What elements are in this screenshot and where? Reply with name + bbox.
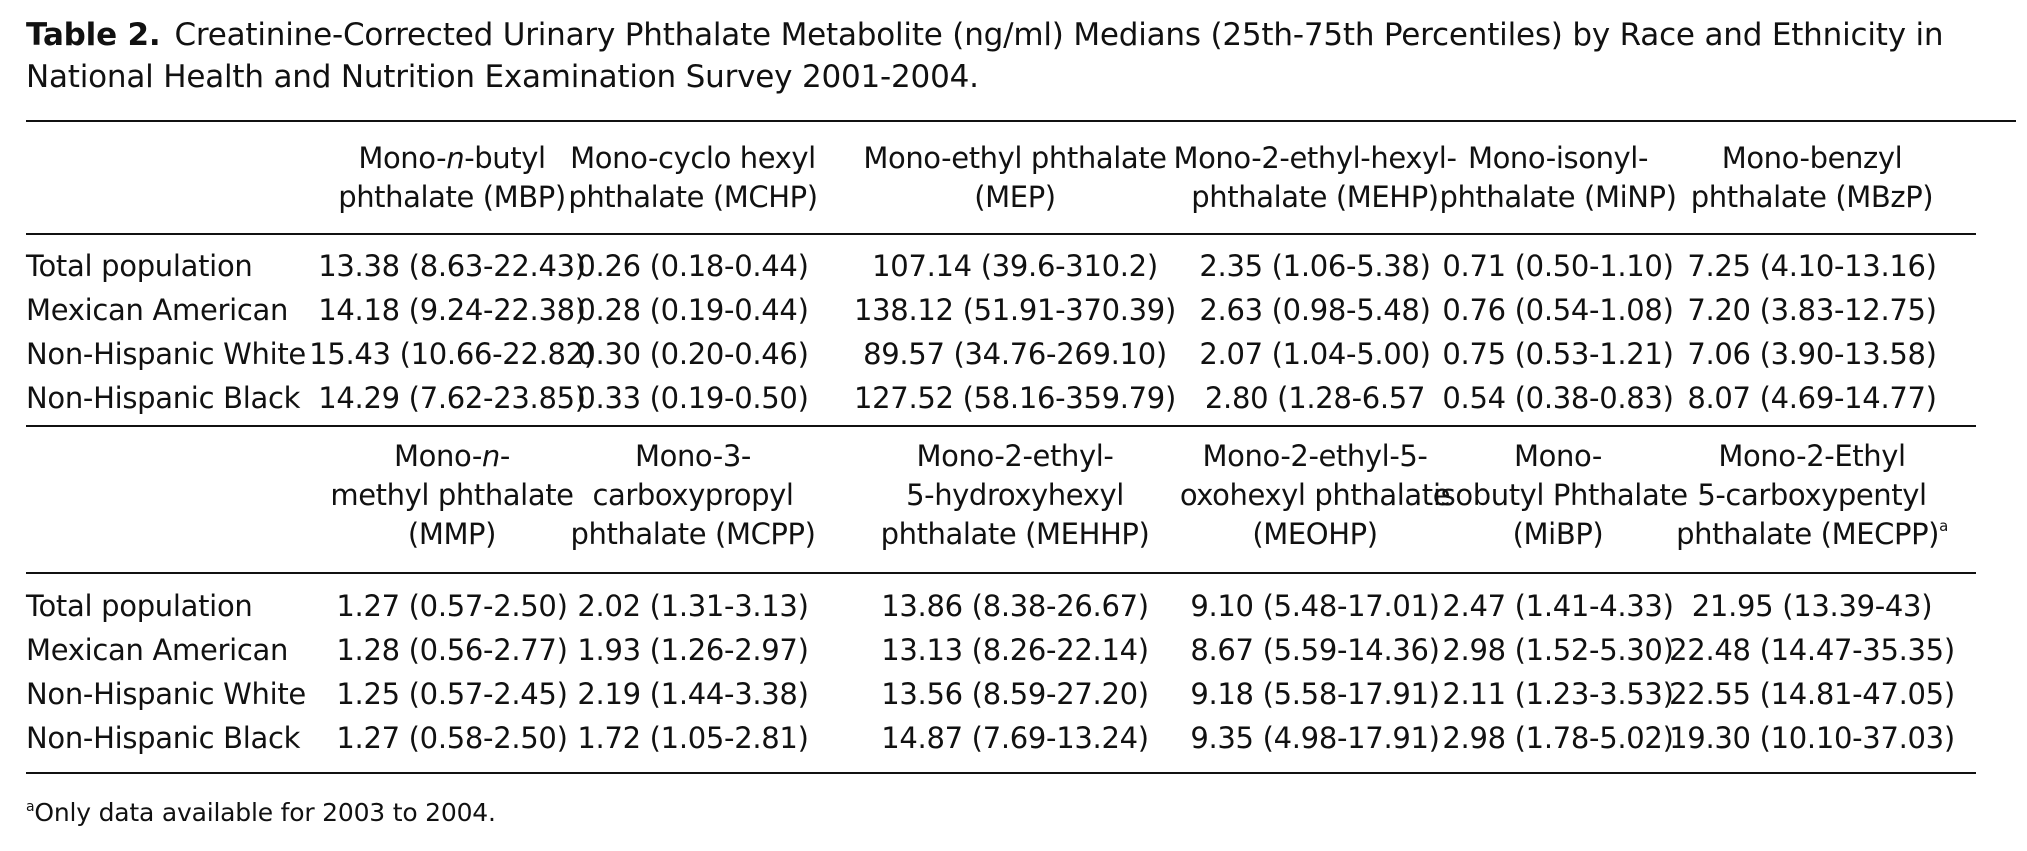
column-header-line: Mono-n-butyl (358, 141, 546, 175)
table-cell: 8.07 (4.69-14.77) (1687, 381, 1937, 415)
column-header-line: (MEOHP) (1252, 517, 1378, 551)
table-row (0, 244, 2027, 288)
column-header-4 (1165, 437, 1465, 554)
column-header-6 (1667, 139, 1957, 217)
column-header-6 (1667, 437, 1957, 554)
column-header-line: Mono-cyclo hexyl (570, 141, 816, 175)
column-header-line: phthalate (MEHHP) (880, 517, 1150, 551)
column-header-1 (302, 437, 602, 554)
panel1-header-rule (26, 233, 1976, 235)
table-cell: 0.54 (0.38-0.83) (1442, 381, 1674, 415)
table-cell: 14.18 (9.24-22.38) (318, 293, 586, 327)
bottom-rule (26, 772, 1976, 774)
column-header-line: Mono-2-ethyl-5- (1202, 439, 1428, 473)
header-footnote-mark: a (1939, 517, 1948, 535)
column-header-line: 5-carboxypentyl (1697, 478, 1927, 512)
table-row (0, 584, 2027, 628)
table-cell: 13.38 (8.63-22.43) (318, 249, 586, 283)
table-cell: 13.86 (8.38-26.67) (881, 589, 1149, 623)
column-header-line: phthalate (MBP) (338, 180, 566, 214)
table-cell: 2.02 (1.31-3.13) (577, 589, 809, 623)
column-header-line: Mono-n- (394, 439, 510, 473)
table-cell: 7.06 (3.90-13.58) (1687, 337, 1937, 371)
column-header-line: Mono-3- (634, 439, 751, 473)
column-header-line: phthalate (MCHP) (568, 180, 818, 214)
table-footnote (26, 796, 496, 830)
column-header-line: oxohexyl phthalate (1179, 478, 1451, 512)
table-row (0, 672, 2027, 716)
table-cell: 22.55 (14.81-47.05) (1669, 677, 1955, 711)
column-header-3 (850, 437, 1180, 554)
column-header-line: Mono- (1514, 439, 1602, 473)
top-rule (26, 120, 2016, 122)
table-cell: 0.76 (0.54-1.08) (1442, 293, 1674, 327)
caption-text: Creatinine-Corrected Urinary Phthalate Metabolite (ng/ml) Medians (25th-75th Percentiles) by Race and Ethnicity in National Health and Nutrition Examination Survey 2001-2004. (26, 17, 1944, 95)
table-cell: 2.80 (1.28-6.57 (1204, 381, 1426, 415)
table-cell: 9.35 (4.98-17.91) (1190, 721, 1440, 755)
column-header-line: phthalate (MiNP) (1439, 180, 1677, 214)
column-header-2 (563, 139, 823, 217)
table-cell: 2.98 (1.52-5.30) (1442, 633, 1674, 667)
column-header-line: Mono-2-Ethyl (1718, 439, 1906, 473)
table-row (0, 376, 2027, 420)
column-header-5 (1433, 139, 1683, 217)
row-label: Non-Hispanic White (26, 677, 306, 711)
table-cell: 138.12 (51.91-370.39) (854, 293, 1176, 327)
table-cell: 2.47 (1.41-4.33) (1442, 589, 1674, 623)
column-header-line: (MMP) (407, 517, 497, 551)
table-row (0, 628, 2027, 672)
panel2-header-rule (26, 572, 1976, 574)
row-label: Non-Hispanic Black (26, 381, 301, 415)
table-cell: 89.57 (34.76-269.10) (863, 337, 1167, 371)
column-header-line: (MEP) (974, 180, 1056, 214)
row-label: Mexican American (26, 293, 289, 327)
row-label: Non-Hispanic Black (26, 721, 301, 755)
row-label: Non-Hispanic White (26, 337, 306, 371)
table-cell: 2.98 (1.78-5.02) (1442, 721, 1674, 755)
footnote-text: Only data available for 2003 to 2004. (34, 798, 496, 827)
column-header-line: phthalate (MCPP) (570, 517, 816, 551)
column-header-line: phthalate (MEHP) (1191, 180, 1439, 214)
table-cell: 0.28 (0.19-0.44) (577, 293, 809, 327)
column-header-4 (1165, 139, 1465, 217)
table-cell: 0.71 (0.50-1.10) (1442, 249, 1674, 283)
table-cell: 13.13 (8.26-22.14) (881, 633, 1149, 667)
column-header-line: methyl phthalate (330, 478, 574, 512)
table-cell: 22.48 (14.47-35.35) (1669, 633, 1955, 667)
table-label: Table 2. (26, 17, 161, 53)
panel-divider-rule (26, 425, 1976, 427)
table-cell: 15.43 (10.66-22.82) (309, 337, 595, 371)
table-cell: 14.29 (7.62-23.85) (318, 381, 586, 415)
column-header-line: isobutyl Phthalate (1433, 478, 1688, 512)
table-cell: 21.95 (13.39-43) (1691, 589, 1933, 623)
table-row (0, 288, 2027, 332)
column-header-line: Mono-ethyl phthalate (863, 141, 1167, 175)
column-header-1 (302, 139, 602, 217)
table-cell: 2.35 (1.06-5.38) (1199, 249, 1431, 283)
column-header-line: carboxypropyl (592, 478, 794, 512)
table-cell: 19.30 (10.10-37.03) (1669, 721, 1955, 755)
table-cell: 2.07 (1.04-5.00) (1199, 337, 1431, 371)
table-cell: 1.27 (0.58-2.50) (336, 721, 568, 755)
column-header-3 (850, 139, 1180, 217)
table-cell: 9.10 (5.48-17.01) (1190, 589, 1440, 623)
column-header-line: Mono-isonyl- (1467, 141, 1649, 175)
table-cell: 7.25 (4.10-13.16) (1687, 249, 1937, 283)
table-cell: 0.30 (0.20-0.46) (577, 337, 809, 371)
column-header-line: Mono-2-ethyl- (916, 439, 1114, 473)
table-cell: 14.87 (7.69-13.24) (881, 721, 1149, 755)
column-header-5 (1433, 437, 1688, 554)
row-label: Total population (26, 249, 253, 283)
table-cell: 7.20 (3.83-12.75) (1687, 293, 1937, 327)
table-cell: 8.67 (5.59-14.36) (1190, 633, 1440, 667)
table-cell: 127.52 (58.16-359.79) (854, 381, 1176, 415)
column-header-line: Mono-benzyl (1721, 141, 1903, 175)
table-cell: 2.11 (1.23-3.53) (1442, 677, 1674, 711)
table-cell: 0.75 (0.53-1.21) (1442, 337, 1674, 371)
column-header-line: Mono-2-ethyl-hexyl- (1173, 141, 1457, 175)
row-label: Total population (26, 589, 253, 623)
table-cell: 1.93 (1.26-2.97) (577, 633, 809, 667)
table-caption (26, 14, 2016, 98)
table-cell: 1.72 (1.05-2.81) (577, 721, 809, 755)
table-cell: 0.33 (0.19-0.50) (577, 381, 809, 415)
table-cell: 107.14 (39.6-310.2) (872, 249, 1158, 283)
column-header-line: phthalate (MBzP) (1690, 180, 1934, 214)
column-header-line: (MiBP) (1512, 517, 1604, 551)
row-label: Mexican American (26, 633, 289, 667)
footnote-mark: a (26, 799, 35, 815)
table-cell: 1.28 (0.56-2.77) (336, 633, 568, 667)
table-cell: 1.25 (0.57-2.45) (336, 677, 568, 711)
table-cell: 2.19 (1.44-3.38) (577, 677, 809, 711)
column-header-2 (563, 437, 823, 554)
table-row (0, 716, 2027, 760)
table-cell: 1.27 (0.57-2.50) (336, 589, 568, 623)
table-cell: 13.56 (8.59-27.20) (881, 677, 1149, 711)
column-header-line: phthalate (MECPP)$^a$ (1676, 517, 1948, 551)
column-header-line: 5-hydroxyhexyl (906, 478, 1124, 512)
table-row (0, 332, 2027, 376)
table-cell: 2.63 (0.98-5.48) (1199, 293, 1431, 327)
table-cell: 0.26 (0.18-0.44) (577, 249, 809, 283)
table-cell: 9.18 (5.58-17.91) (1190, 677, 1440, 711)
